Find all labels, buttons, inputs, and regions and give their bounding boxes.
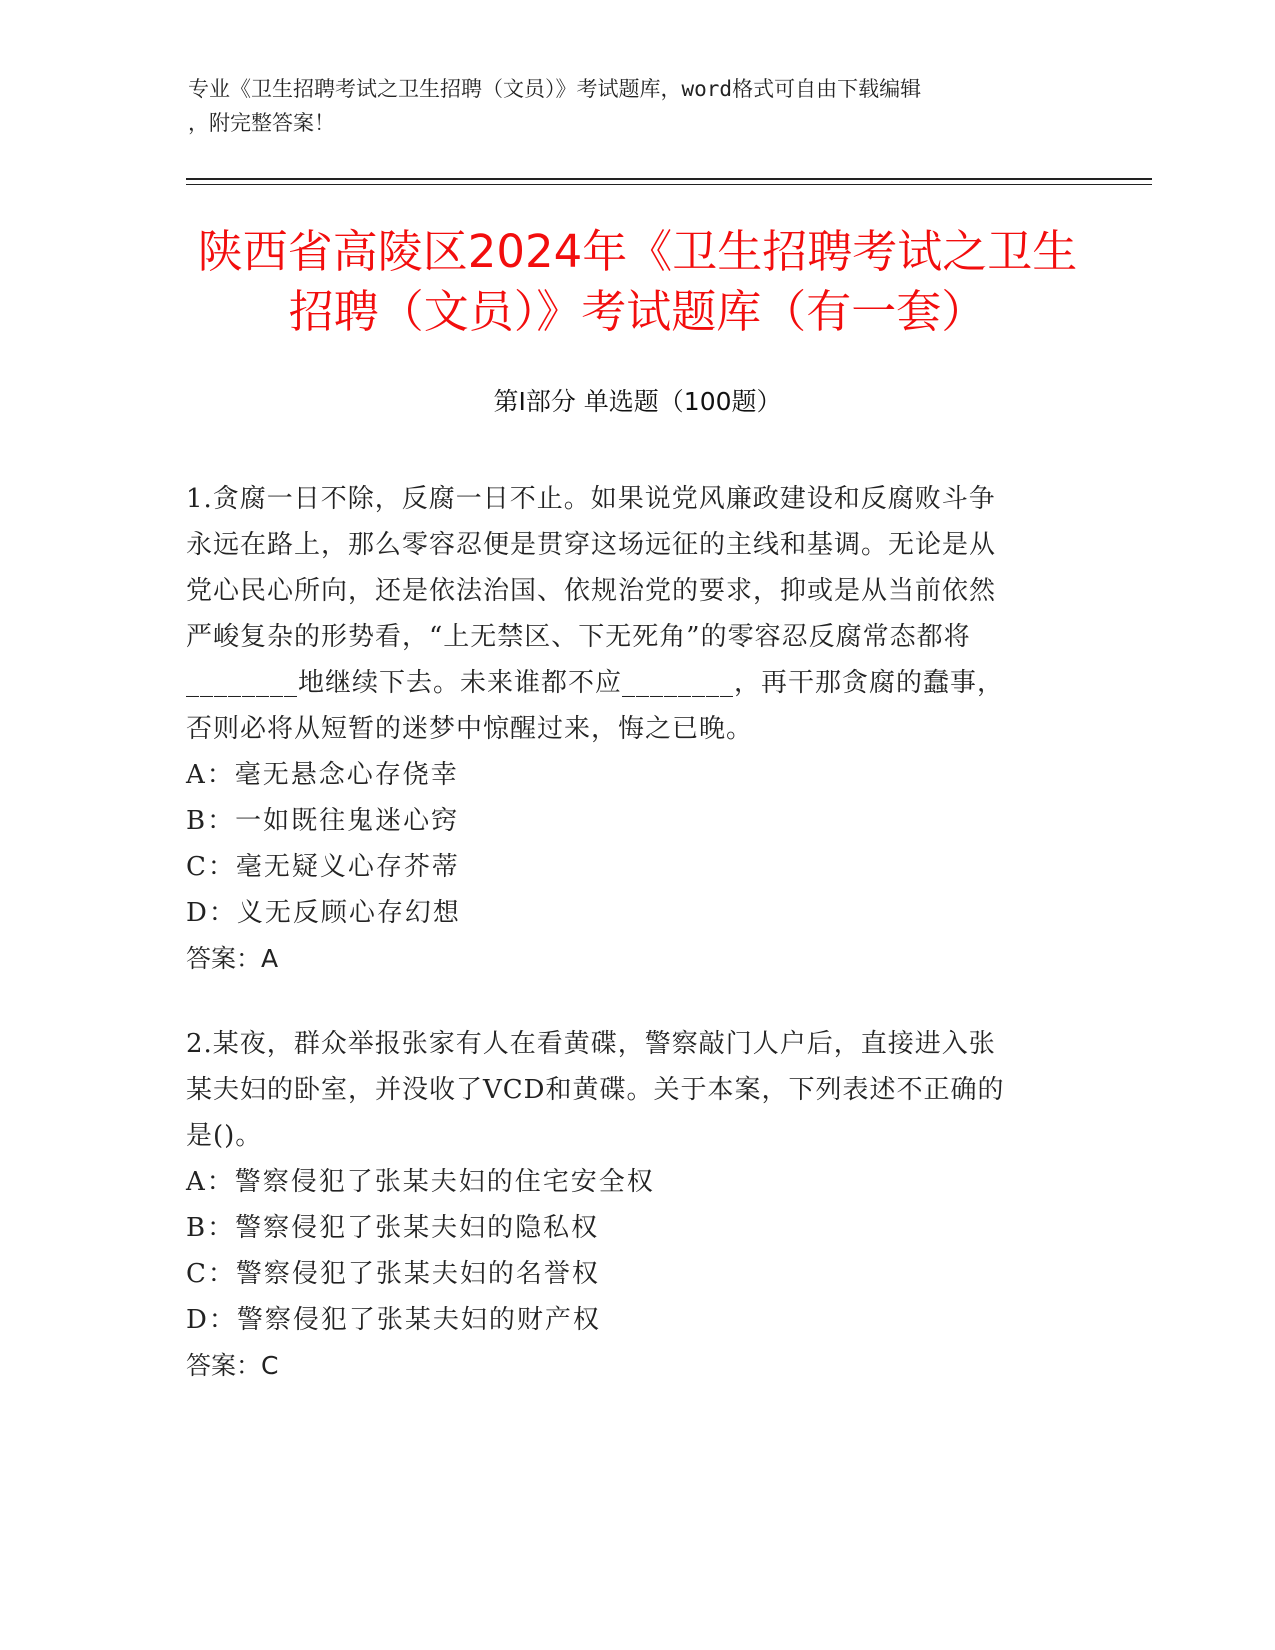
question-stem-line: 某夫妇的卧室，并没收了VCD和黄碟。关于本案，下列表述不正确的 <box>186 1075 1005 1105</box>
section-heading: 第Ⅰ部分 单选题（100题） <box>493 387 782 416</box>
question-stem-line: 永远在路上，那么零容忍便是贯穿这场远征的主线和基调。无论是从 <box>186 530 997 560</box>
question-stem-line: ________地继续下去。未来谁都不应________，再干那贪腐的蠢事， <box>186 668 1005 698</box>
header-rule-thick <box>186 178 1152 180</box>
question-stem-line: 严峻复杂的形势看，“上无禁区、下无死角”的零容忍反腐常态都将 <box>186 622 971 652</box>
document-title <box>150 222 1125 342</box>
option-d: D：义无反顾心存幻想 <box>186 898 461 928</box>
header-note <box>188 72 1068 140</box>
option-c: C：警察侵犯了张某夫妇的名誉权 <box>186 1259 600 1289</box>
header-note-line-1: 专业《卫生招聘考试之卫生招聘（文员）》考试题库，word格式可自由下载编辑 <box>188 77 922 101</box>
question-stem-line: 2.某夜，群众举报张家有人在看黄碟，警察敲门人户后，直接进入张 <box>186 1029 996 1059</box>
option-a: A：警察侵犯了张某夫妇的住宅安全权 <box>186 1167 655 1197</box>
option-b: B：一如既往鬼迷心窍 <box>186 806 460 836</box>
header-note-line-2: ，附完整答案！ <box>188 111 335 135</box>
option-b: B：警察侵犯了张某夫妇的隐私权 <box>186 1213 600 1243</box>
option-c: C：毫无疑义心存芥蒂 <box>186 852 460 882</box>
answer-line: 答案：A <box>186 944 279 973</box>
document-title-line-1: 陕西省高陵区2024年《卫生招聘考试之卫生 <box>197 225 1078 278</box>
question-stem-line: 否则必将从短暂的迷梦中惊醒过来，悔之已晚。 <box>186 714 754 744</box>
option-a: A：毫无悬念心存侥幸 <box>186 760 459 790</box>
question-2 <box>186 1021 1066 1389</box>
question-stem-line: 党心民心所向，还是依法治国、依规治党的要求，抑或是从当前依然 <box>186 576 997 606</box>
header-rule-thin <box>186 184 1152 185</box>
question-1 <box>186 476 1066 982</box>
answer-line: 答案：C <box>186 1351 279 1380</box>
option-d: D：警察侵犯了张某夫妇的财产权 <box>186 1305 601 1335</box>
question-stem-line: 1.贪腐一日不除，反腐一日不止。如果说党风廉政建设和反腐败斗争 <box>186 484 996 514</box>
question-stem-line: 是()。 <box>186 1121 263 1151</box>
document-title-line-2: 招聘（文员）》考试题库（有一套） <box>288 285 987 338</box>
